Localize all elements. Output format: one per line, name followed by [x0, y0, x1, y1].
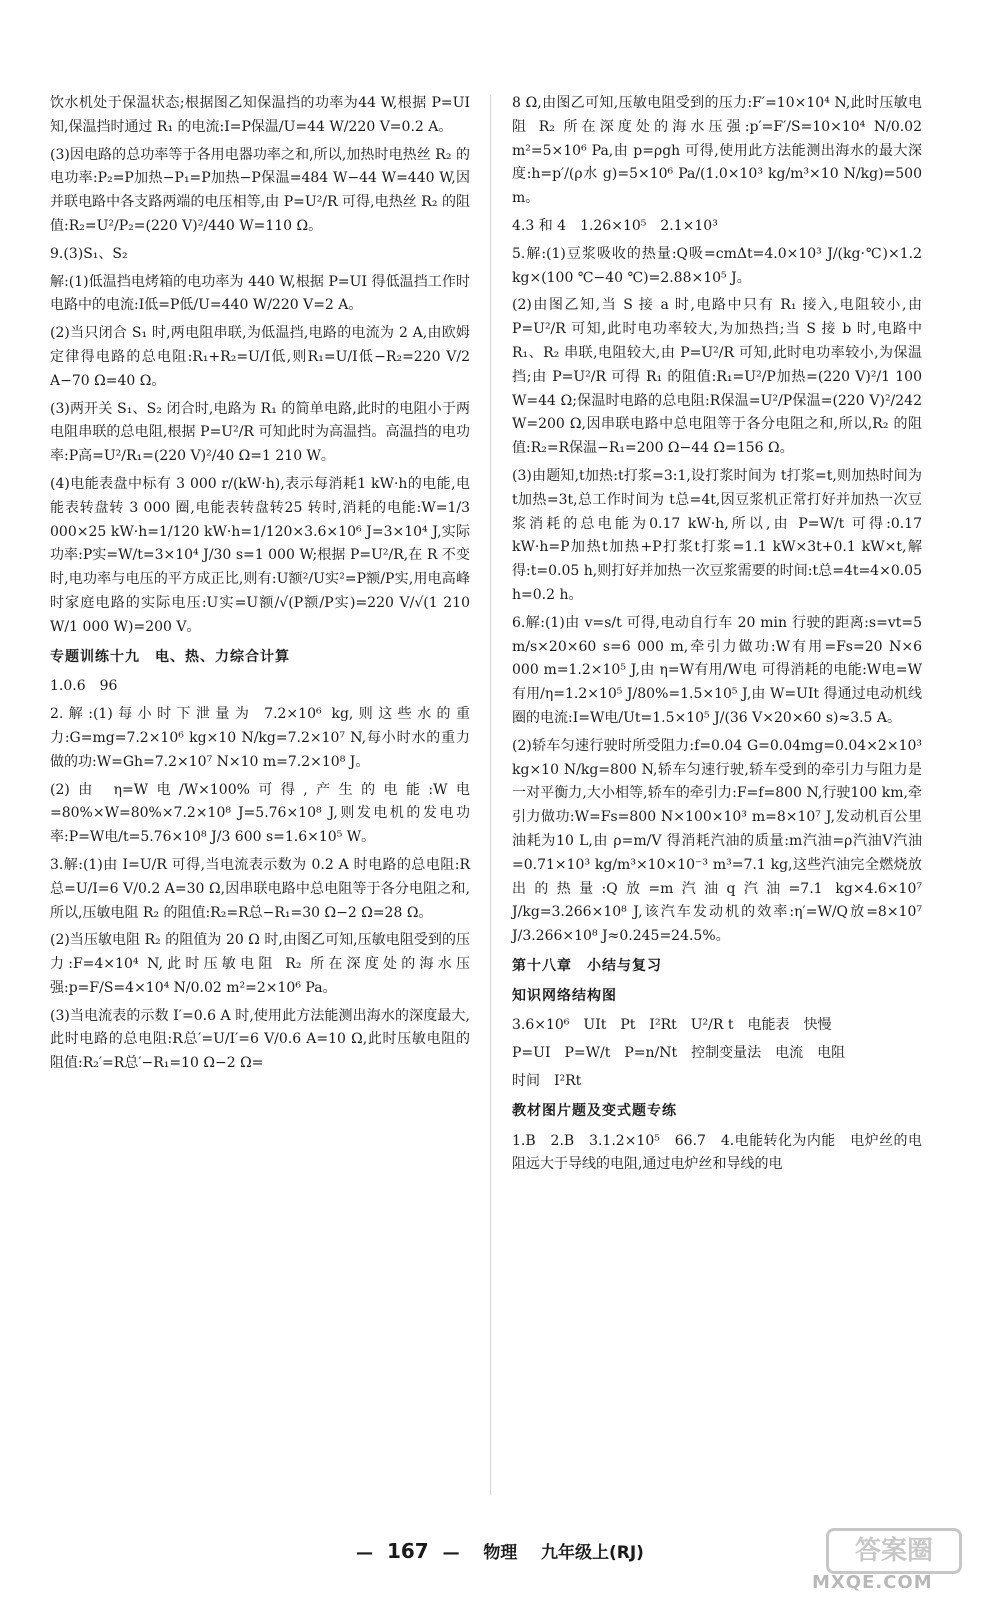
right-paragraph: 4.3 和 4 1.26×10⁵ 2.1×10³	[512, 217, 718, 234]
watermark-url: MXQE.COM	[812, 1572, 933, 1593]
left-paragraph: 9.(3)S₁、S₂	[50, 245, 128, 262]
left-paragraph: 1.0.6 96	[50, 678, 118, 695]
right-column	[512, 92, 922, 1181]
footer-dash: —	[442, 1543, 460, 1563]
footer-grade: 九年级上(RJ)	[541, 1543, 644, 1563]
watermark-logo: 答案圈	[826, 1528, 962, 1574]
left-paragraph: (4)电能表盘中标有 3 000 r/(kW·h),表示每消耗1 kW·h的电能,电能表转盘转 3 000 圈,电能表转盘转25 转时,消耗的电能:W=1/3 000×25 kW·h=1/120 kW·h=1/120×3.6×10⁶ J=3×10⁴ J,实际功率:P实=W/t=3×10⁴ J/30 s=1 000 W;根据 P=U²/R,在 R 不变时,电功率与电压的平方成正比,则有:U额²/U实²=P额/P实,用电高峰时家庭电路的实际电压:U实=U额/√(P额/P实)=220 V/√(1 210 W/1 000 W)=200 V。	[50, 475, 470, 635]
subsection-heading: 知识网络结构图	[512, 987, 617, 1004]
left-paragraph: 3.解:(1)由 I=U/R 可得,当电流表示数为 0.2 A 时电路的总电阻:R总=U/I=6 V/0.2 A=30 Ω,因串联电路中总电阻等于各分电阻之和,所以,压敏电阻 R₂ 的阻值:R₂=R总−R₁=30 Ω−2 Ω=28 Ω。	[50, 856, 470, 921]
right-paragraph: (2)由图乙知,当 S 接 a 时,电路中只有 R₁ 接入,电阻较小,由 P=U²/R 可知,此时电功率较大,为加热挡;当 S 接 b 时,电路中 R₁、R₂ 串联,电阻较大,由 P=U²/R 可知,此时电功率较小,为保温挡;由 P=U²/R 可得 R₁ 的阻值:R₁=U²/P加热=(220 V)²/1 100 W=44 Ω;保温时电路的总电阻:R保温=U²/P保温=(220 V)²/242 W=200 Ω,因串联电路中总电阻等于各分电阻之和,所以,R₂ 的阻值:R₂=R保温−R₁=200 Ω−44 Ω=156 Ω。	[512, 297, 922, 457]
left-paragraph: 2.解:(1)每小时下泄量为 7.2×10⁶ kg,则这些水的重力:G=mg=7.2×10⁶ kg×10 N/kg=7.2×10⁷ N,每小时水的重力做的功:W=Gh=7.2×10⁷ N×10 m=7.2×10⁸ J。	[50, 706, 470, 770]
footer-dash: —	[356, 1543, 374, 1563]
right-paragraph: 1.B 2.B 3.1.2×10⁵ 66.7 4.电能转化为内能 电炉丝的电阻远大于导线的电阻,通过电炉丝和导线的电	[512, 1132, 922, 1173]
subsection-heading: 教材图片题及变式题专练	[512, 1102, 677, 1119]
section-heading: 专题训练十九 电、热、力综合计算	[50, 648, 290, 665]
knowledge-network-line: 时间 I²Rt	[512, 1073, 582, 1090]
left-paragraph: (2)当压敏电阻 R₂ 的阻值为 20 Ω 时,由图乙可知,压敏电阻受到的压力:F=4×10⁴ N,此时压敏电阻 R₂ 所在深度处的海水压强:p=F/S=4×10⁴ N/0.02 m²=2×10⁶ Pa。	[50, 932, 470, 996]
footer-subject: 物理	[483, 1543, 518, 1563]
right-paragraph: 8 Ω,由图乙可知,压敏电阻受到的压力:F′=10×10⁴ N,此时压敏电阻 R₂ 所在深度处的海水压强:p′=F′/S=10×10⁴ N/0.02 m²=5×10⁶ Pa,由 p=ρgh 可得,使用此方法能测出海水的最大深度:h=p′/(ρ水 g)=5×10⁶ Pa/(1.0×10³ kg/m³×10 N/kg)=500 m。	[512, 95, 922, 207]
column-divider	[490, 95, 491, 1495]
left-paragraph: 饮水机处于保温状态;根据图乙知保温挡的功率为44 W,根据 P=UI 知,保温挡时通过 R₁ 的电流:I=P保温/U=44 W/220 V=0.2 A。	[50, 95, 470, 135]
right-paragraph: 6.解:(1)由 v=s/t 可得,电动自行车 20 min 行驶的距离:s=vt=5 m/s×20×60 s=6 000 m,牵引力做功:W有用=Fs=20 N×6 000 m=1.2×10⁵ J,由 η=W有用/W电 可得消耗的电能:W电=W有用/η=1.2×10⁵ J/80%=1.5×10⁵ J,由 W=UIt 得通过电动机线圈的电流:I=W电/Ut=1.5×10⁵ J/(36 V×20×60 s)≈3.5 A。	[512, 614, 922, 726]
left-paragraph: (3)当电流表的示数 I′=0.6 A 时,使用此方法能测出海水的深度最大,此时电路的总电阻:R总′=U/I′=6 V/0.6 A=10 Ω,此时压敏电阻的阻值:R₂′=R总′−R₁=10 Ω−2 Ω=	[50, 1007, 470, 1072]
left-column	[50, 92, 470, 1080]
left-paragraph: (3)因电路的总功率等于各用电器功率之和,所以,加热时电热丝 R₂ 的电功率:P₂=P加热−P₁=P加热−P保温=484 W−44 W=440 W,因并联电路中各支路两端的电压相等,由 P=U²/R 可得,电热丝 R₂ 的阻值:R₂=U²/P₂=(220 V)²/440 W=110 Ω。	[50, 146, 470, 234]
right-paragraph: (2)轿车匀速行驶时所受阻力:f=0.04 G=0.04mg=0.04×2×10³ kg×10 N/kg=800 N,轿车匀速行驶,轿车受到的牵引力与阻力是一对平衡力,大小相等,轿车的牵引力:F=f=800 N,行驶100 km,牵引力做功:W=Fs=800 N×100×10³ m=8×10⁷ J,发动机百公里油耗为10 L,由 ρ=m/V 得消耗汽油的质量:m汽油=ρ汽油V汽油=0.71×10³ kg/m³×10×10⁻³ m³=7.1 kg,这些汽油完全燃烧放出的热量:Q放=m汽油q汽油=7.1 kg×4.6×10⁷ J/kg=3.266×10⁸ J,该汽车发动机的效率:η′=W/Q放=8×10⁷ J/3.266×10⁸ J≈0.245=24.5%。	[512, 737, 922, 945]
right-paragraph: (3)由题知,t加热:t打浆=3:1,设打浆时间为 t打浆=t,则加热时间为 t加热=3t,总工作时间为 t总=4t,因豆浆机正常打好并加热一次豆浆消耗的总电能为0.17 kW·h,所以,由 P=W/t 可得:0.17 kW·h=P加热t加热+P打浆t打浆=1.1 kW×3t+0.1 kW×t,解得:t=0.05 h,则打好并加热一次豆浆需要的时间:t总=4t=4×0.05 h=0.2 h。	[512, 467, 922, 603]
page-number: 167	[386, 1539, 429, 1563]
left-paragraph: (2)当只闭合 S₁ 时,两电阻串联,为低温挡,电路的电流为 2 A,由欧姆定律得电路的总电阻:R₁+R₂=U/I低,则R₁=U/I低−R₂=220 V/2 A−70 Ω=40 Ω。	[50, 325, 470, 389]
right-paragraph: 5.解:(1)豆浆吸收的热量:Q吸=cmΔt=4.0×10³ J/(kg·℃)×1.2 kg×(100 ℃−40 ℃)=2.88×10⁵ J。	[512, 245, 922, 286]
left-paragraph: (2)由 η=W电/W×100%可得,产生的电能:W电=80%×W=80%×7.2×10⁸ J=5.76×10⁸ J,则发电机的发电功率:P=W电/t=5.76×10⁸ J/3 600 s=1.6×10⁵ W。	[50, 781, 470, 846]
knowledge-network-line: P=UI P=W/t P=n/Nt 控制变量法 电流 电阻	[512, 1045, 846, 1062]
chapter-heading: 第十八章 小结与复习	[512, 957, 662, 974]
knowledge-network-line: 3.6×10⁶ UIt Pt I²Rt U²/R t 电能表 快慢	[512, 1017, 832, 1034]
left-paragraph: 解:(1)低温挡电烤箱的电功率为 440 W,根据 P=UI 得低温挡工作时电路中的电流:I低=P低/U=440 W/220 V=2 A。	[50, 273, 470, 314]
left-paragraph: (3)两开关 S₁、S₂ 闭合时,电路为 R₁ 的简单电路,此时的电阻小于两电阻串联的总电阻,根据 P=U²/R 可知此时为高温挡。高温挡的电功率:P高=U²/R₁=(220 V)²/40 Ω=1 210 W。	[50, 400, 470, 465]
